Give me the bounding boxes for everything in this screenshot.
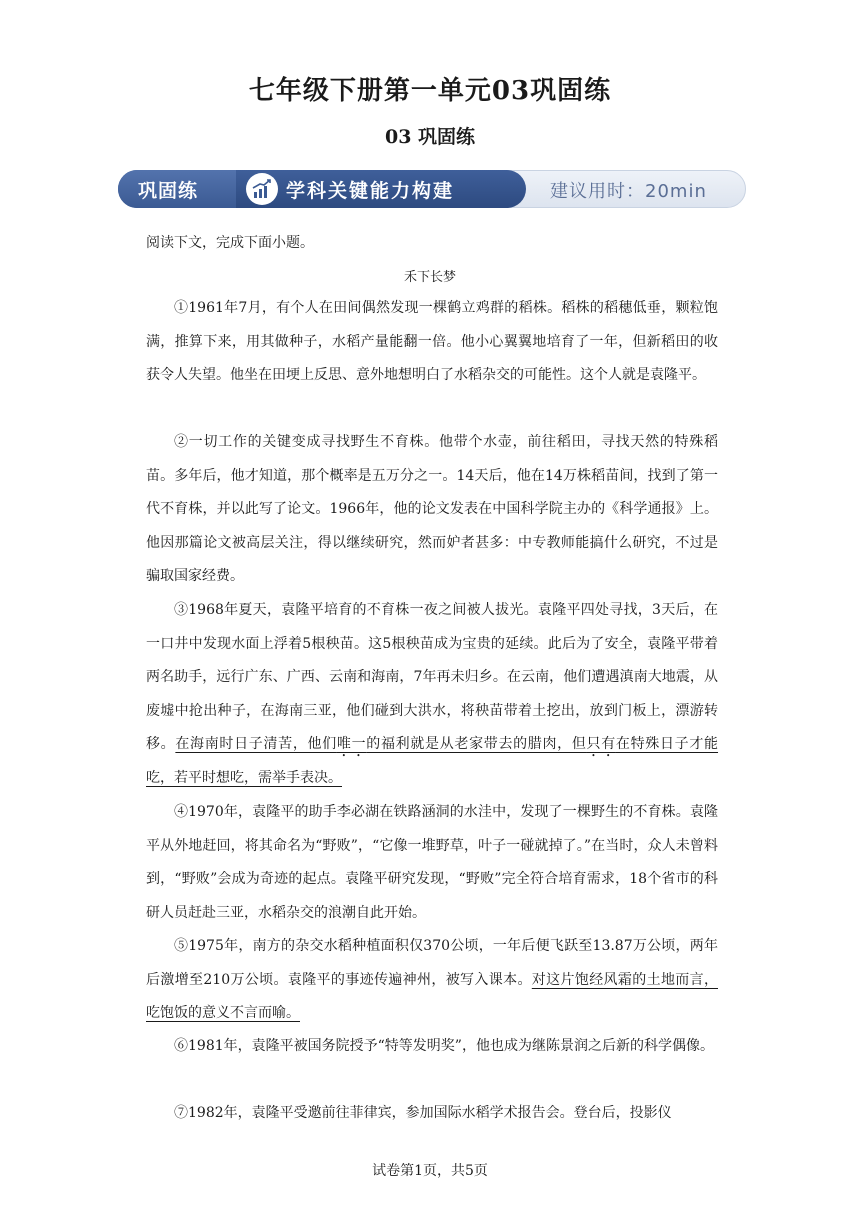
paragraph-5 bbox=[146, 930, 718, 1031]
article-title: 禾下长梦 bbox=[403, 270, 456, 285]
paragraph-3 bbox=[146, 594, 718, 795]
dotted-word-zhiyou: 只有 bbox=[586, 736, 616, 752]
paragraph-7: ⑦1982年，袁隆平受邀前往菲律宾，参加国际水稻学术报告会。登台后，投影仪 bbox=[174, 1105, 672, 1121]
paragraph-4: ④1970年，袁隆平的助手李必湖在铁路涵洞的水洼中，发现了一棵野生的不育株。袁隆平从外地赶回，将其命名为“野败”，“它像一堆野草，叶子一碰就掉了。”在当时，众人未曾料到，“野败”会成为奇迹的起点。袁隆平研究发现，“野败”完全符合培育需求，18个省市的科研人员赶赴三亚，水稻杂交的浪潮自此开始。 bbox=[146, 804, 718, 921]
practice-banner bbox=[118, 170, 746, 208]
suggested-time-label: 建议用时：20min bbox=[550, 181, 707, 202]
page-title: 七年级下册第一单元03巩固练 bbox=[248, 76, 612, 106]
bar-chart-growth-icon bbox=[246, 173, 278, 205]
page-footer: 试卷第1页，共5页 bbox=[372, 1163, 488, 1179]
paragraph-1: ①1961年7月，有个人在田间偶然发现一棵鹤立鸡群的稻株。稻株的稻穗低垂，颗粒饱满，推算下来，用其做种子，水稻产量能翻一倍。他小心翼翼地培育了一年，但新稻田的收获令人失望。他坐在田埂上反思、意外地想明白了水稻杂交的可能性。这个人就是袁隆平。 bbox=[146, 300, 718, 383]
paragraph-5-text: ⑤1975年，南方的杂交水稻种植面积仅370公顷，一年后便飞跃至13.87万公顷，两年后激增至210万公顷。袁隆平的事迹传遍神州，被写入课本。 bbox=[146, 938, 718, 988]
underlined-sentence-1c: 在特殊日子才能吃，若平时想吃，需举手表决。 bbox=[146, 736, 719, 786]
reading-instruction: 阅读下文，完成下面小题。 bbox=[146, 235, 314, 251]
dotted-word-weiyi: 唯一 bbox=[336, 736, 367, 752]
section-subtitle: 03 巩固练 bbox=[384, 126, 476, 148]
underlined-sentence-1b: 的福利就是从老家带去的腊肉，但 bbox=[366, 736, 587, 752]
paragraph-6: ⑥1981年，袁隆平被国务院授予“特等发明奖”，他也成为继陈景润之后新的科学偶像。 bbox=[174, 1038, 714, 1054]
banner-skill-label: 学科关键能力构建 bbox=[286, 180, 455, 202]
underlined-sentence-2: 对这片饱经风霜的土地而言，吃饱饭的意义不言而喻。 bbox=[146, 971, 718, 1021]
paragraph-3-text: ③1968年夏天，袁隆平培育的不育株一夜之间被人拔光。袁隆平四处寻找，3天后，在一口井中发现水面上浮着5根秧苗。这5根秧苗成为宝贵的延续。此后为了安全，袁隆平带着两名助手，远行广东、广西、云南和海南，7年再未归乡。在云南，他们遭遇滇南大地震，从废墟中抢出种子，在海南三亚，他们碰到大洪水，将秧苗带着土挖出，放到门板上，漂游转移。 bbox=[146, 602, 718, 752]
banner-badge-label: 巩固练 bbox=[138, 180, 199, 202]
underlined-sentence-1a: 在海南时日子清苦，他们 bbox=[175, 736, 337, 752]
paragraph-2: ②一切工作的关键变成寻找野生不育株。他带个水壶，前往稻田，寻找天然的特殊稻苗。多年后，他才知道，那个概率是五万分之一。14天后，他在14万株稻苗间，找到了第一代不育株，并以此写了论文。1966年，他的论文发表在中国科学院主办的《科学通报》上。他因那篇论文被高层关注，得以继续研究，然而妒者甚多：中专教师能搞什么研究，不过是骗取国家经费。 bbox=[146, 434, 718, 584]
